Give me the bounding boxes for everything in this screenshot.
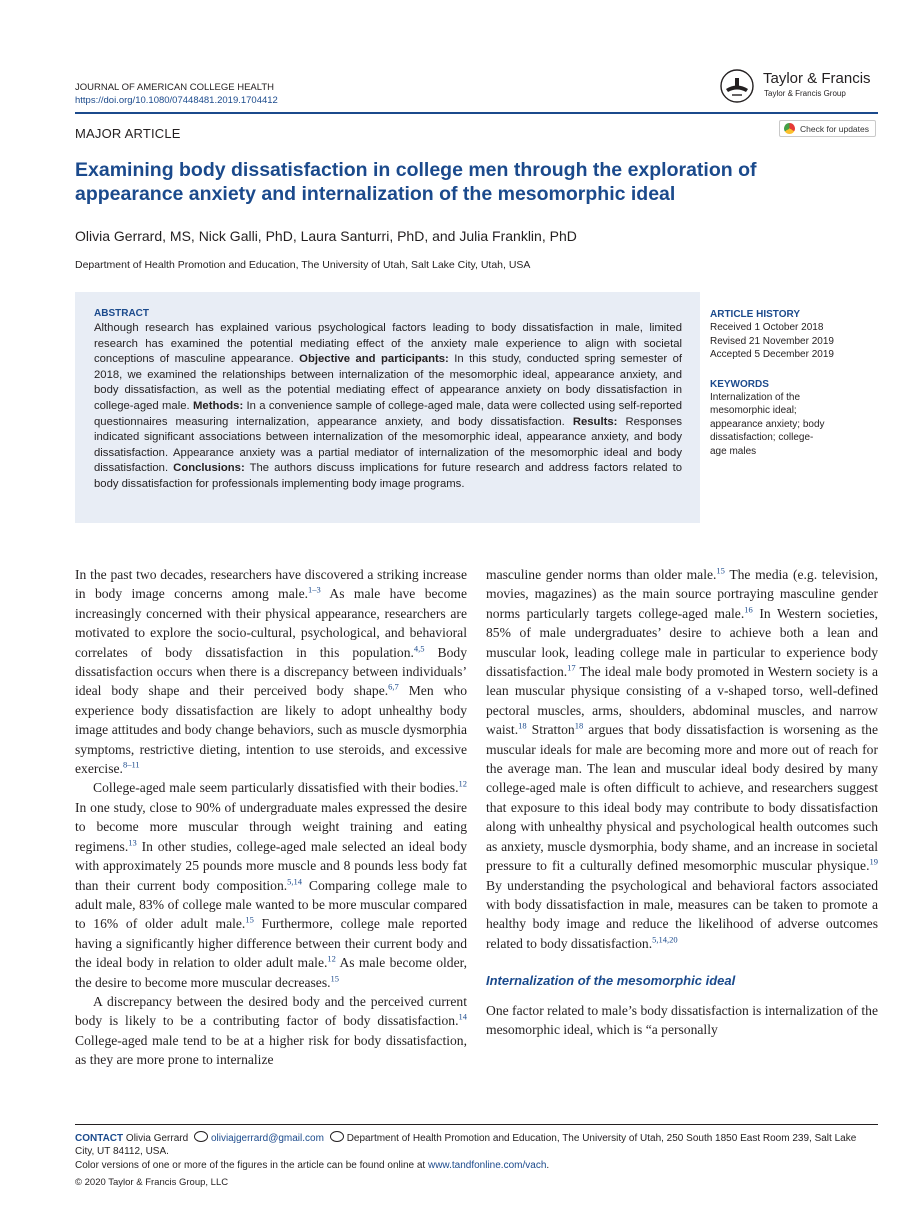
- article-type: MAJOR ARTICLE: [75, 126, 181, 141]
- footer-divider: [75, 1124, 878, 1125]
- section-heading: Internalization of the mesomorphic ideal: [486, 973, 736, 989]
- abstract-text: Although research has explained various psychological factors leading to body dissatisfaction in male, limited research has examined the potential mediating effect of the anxiety male experience to align with societal conceptions of masculine appearance. Objective and participants: In this study, conducted spring semester of 2018, we examined the relationships between internalization of the mesomorphic ideal, appearance anxiety, and body dissatisfaction, as well as the potential mediating effect of appearance anxiety on body dissatisfaction in college-aged male. Methods: In a convenience sample of college-aged male, data were collected using self-reported questionnaires measuring internalization, appearance anxiety, and body dissatisfaction. Results: Responses indicated significant associations between internalization of the mesomorphic ideal, appearance anxiety, and body dissatisfaction. Appearance anxiety was a partial mediator of internalization of the mesomorphic ideal and body dissatisfaction. Conclusions: The authors discuss implications for future research and address factors related to body dissatisfaction for professionals implementing body image programs.: [94, 322, 682, 490]
- check-updates-label: Check for updates: [800, 123, 869, 134]
- publisher-logo: [720, 69, 880, 105]
- color-link[interactable]: www.tandfonline.com/vach: [427, 1159, 547, 1171]
- article-title: Examining body dissatisfaction in college men through the exploration of appearance anxiety and internalization of the mesomorphic ideal: [75, 159, 757, 205]
- email-icon: [194, 1131, 208, 1142]
- crossmark-icon: [784, 123, 795, 134]
- history-revised: Revised 21 November 2019: [710, 335, 834, 347]
- contact-email[interactable]: oliviajgerrard@gmail.com: [210, 1133, 324, 1144]
- color-note: Color versions of one or more of the figures in the article can be found online at: [75, 1159, 428, 1171]
- keywords-heading: KEYWORDS: [710, 378, 769, 390]
- paragraph: In the past two decades, researchers have discovered a striking increase in body image concerns among male.$^{1-3}$ As male have become increasingly concerned with their physical appearance, researchers are motivated to explore the socio-cultural, psychological, and behavioral correlates of body dissatisfaction in this population.$^{4,5}$ Body dissatisfaction occurs when there is a discrepancy between individuals’ ideal body shape and their perceived body shape.$^{6,7}$ Men who experience body dissatisfaction are likely to adopt unhealthy body image attitudes and body change behaviors, such as muscle dysmorphia symptoms, restrictive dieting, intention to use steroids, and excessive exercise.$^{8-11}$: [75, 567, 467, 777]
- publisher-group: Taylor & Francis Group: [764, 89, 846, 98]
- address-icon: [330, 1131, 344, 1142]
- history-heading: ARTICLE HISTORY: [710, 309, 801, 320]
- doi-link[interactable]: https://doi.org/10.1080/07448481.2019.1704412: [75, 95, 278, 106]
- journal-header: [75, 81, 278, 107]
- footer-contact: CONTACT Olivia Gerrard oliviajgerrard@gmail.com Department of Health Promotion and Education, The University of Utah, 250 South 1850 East Room 239, Salt Lake City, UT 84112, USA. Color versions of one or more of the figures in the article can be found online at www.tandfonline.com/vach.: [75, 1133, 857, 1171]
- body-column-left: [75, 565, 467, 1070]
- copyright: © 2020 Taylor & Francis Group, LLC: [75, 1177, 229, 1188]
- header-divider: [75, 112, 878, 114]
- body-column-right: [486, 565, 878, 1039]
- publisher-name: Taylor & Francis: [763, 70, 871, 87]
- keywords-text: Internalization of the mesomorphic ideal; appearance anxiety; body dissatisfaction; college-age males: [710, 392, 825, 457]
- affiliation: Department of Health Promotion and Education, The University of Utah, Salt Lake City, Utah, USA: [75, 259, 531, 271]
- check-updates-button[interactable]: [779, 120, 876, 137]
- contact-name: Olivia Gerrard: [125, 1133, 189, 1144]
- history-accepted: Accepted 5 December 2019: [710, 349, 834, 361]
- journal-name: JOURNAL OF AMERICAN COLLEGE HEALTH: [75, 82, 275, 93]
- author-list: Olivia Gerrard, MS, Nick Galli, PhD, Laura Santurri, PhD, and Julia Franklin, PhD: [75, 228, 577, 244]
- contact-address: Department of Health Promotion and Education, The University of Utah, 250 South 1850 East Room 239, Salt Lake City, UT 84112, USA.: [75, 1133, 857, 1158]
- abstract-heading: ABSTRACT: [94, 308, 149, 319]
- contact-label: CONTACT: [75, 1133, 124, 1144]
- paragraph: One factor related to male’s body dissatisfaction is internalization of the mesomorphic ideal, which is “a personally: [486, 1002, 878, 1037]
- article-sidebar: [710, 308, 880, 458]
- publisher-emblem-icon: [720, 69, 758, 105]
- paragraph: masculine gender norms than older male.$^{15}$ The media (e.g. television, movies, magazines) as the main source portraying masculine gender norms particularly targets college-aged male.$^{16}$ In Western societies, 85% of male undergraduates’ desire to achieve both a lean and muscular look, leading college male in particular to experience body dissatisfaction.$^{17}$ The ideal male body promoted in Western society is a lean muscular physique consisting of a v-shaped torso, well-defined pectoral muscles, arms, shoulders, abdominal muscles, and narrow waist.$^{18}$ Stratton$^{18}$ argues that body dissatisfaction is worsening as the muscular ideals for male are becoming more and more out of reach for the average man. The lean and muscular ideal body desired by many college-aged male is often difficult to achieve, and researchers suggest that exposure to this ideal body may contribute to body dissatisfaction along with unhealthy physical and psychological health outcomes such as anxiety, muscle dysmorphia, body shame, and an increase in societal pressure to fit a culturally defined mesomorphic muscular physique.$^{19}$ By understanding the psychological and behavioral factors associated with body dissatisfaction in male, measures can be taken to promote a healthy body image and reduce the likelihood of adverse outcomes related to body dissatisfaction.$^{5,14,20}$: [486, 565, 878, 951]
- paragraph: A discrepancy between the desired body and the perceived current body is likely to be a contributing factor of body dissatisfaction.$^{14}$ College-aged male tend to be at a higher risk for body dissatisfaction, as they are more prone to internalize: [75, 993, 467, 1068]
- history-received: Received 1 October 2018: [710, 322, 824, 334]
- paragraph: College-aged male seem particularly dissatisfied with their bodies.$^{12}$ In one study, close to 90% of undergraduate males expressed the desire to become more muscular through weight training and eating regimens.$^{13}$ In other studies, college-aged male selected an ideal body with approximately 25 pounds more muscle and 8 pounds less body fat than their current body composition.$^{5,14}$ Comparing college male to adult male, 83% of college male wanted to be more muscular compared to 16% of older adult male.$^{15}$ Furthermore, college male reported having a significantly higher difference between their current body and the ideal body in relation to older adult male.$^{12}$ As male become older, the desire to become more muscular decreases.$^{15}$: [75, 778, 468, 990]
